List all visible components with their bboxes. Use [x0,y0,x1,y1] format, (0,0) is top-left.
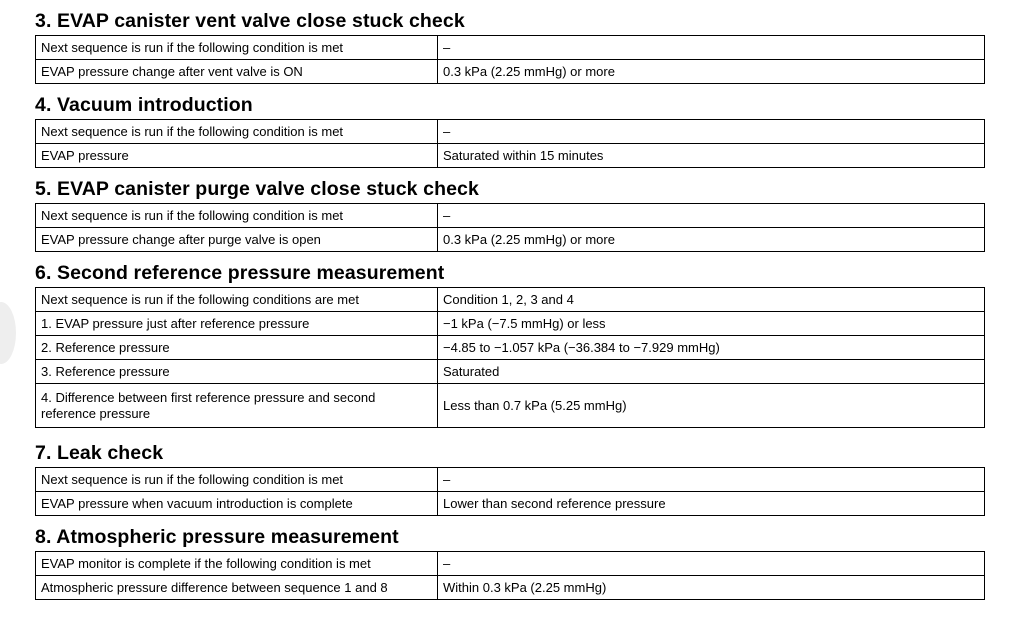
table-row [36,228,985,252]
condition-value: Lower than second reference pressure [438,492,985,516]
condition-value: Within 0.3 kPa (2.25 mmHg) [438,576,985,600]
condition-value: −4.85 to −1.057 kPa (−36.384 to −7.929 mmHg) [438,336,985,360]
condition-label: EVAP pressure change after purge valve is open [36,228,438,252]
table-row [36,552,985,576]
condition-value: Less than 0.7 kPa (5.25 mmHg) [438,384,985,428]
condition-table [35,203,985,252]
section-heading: 3. EVAP canister vent valve close stuck check [35,10,465,32]
condition-label: 3. Reference pressure [36,360,438,384]
condition-value: Saturated [438,360,985,384]
condition-label: EVAP pressure when vacuum introduction is complete [36,492,438,516]
table-row [36,36,985,60]
table-row [36,60,985,84]
section-heading: 8. Atmospheric pressure measurement [35,526,399,548]
condition-table [35,551,985,600]
condition-label: Next sequence is run if the following condition is met [36,204,438,228]
page-margin-mark [0,302,16,364]
section-purge-valve-check [35,175,985,252]
condition-value: Condition 1, 2, 3 and 4 [438,288,985,312]
section-second-reference-pressure [35,259,985,428]
condition-value: 0.3 kPa (2.25 mmHg) or more [438,60,985,84]
condition-label: 4. Difference between first reference pressure and second reference pressure [36,384,438,428]
table-row [36,360,985,384]
section-heading: 6. Second reference pressure measurement [35,262,445,284]
condition-value: −1 kPa (−7.5 mmHg) or less [438,312,985,336]
table-row [36,120,985,144]
condition-value: 0.3 kPa (2.25 mmHg) or more [438,228,985,252]
table-row [36,492,985,516]
table-row [36,468,985,492]
condition-label: 2. Reference pressure [36,336,438,360]
condition-value: – [438,204,985,228]
table-row [36,288,985,312]
section-atmospheric-pressure [35,523,985,600]
section-heading: 4. Vacuum introduction [35,94,253,116]
section-vent-valve-check [35,7,985,84]
section-heading: 7. Leak check [35,442,164,464]
condition-value: – [438,120,985,144]
condition-table [35,287,985,428]
condition-label: Next sequence is run if the following conditions are met [36,288,438,312]
condition-label: 1. EVAP pressure just after reference pressure [36,312,438,336]
condition-label: Next sequence is run if the following condition is met [36,36,438,60]
condition-label: EVAP monitor is complete if the following condition is met [36,552,438,576]
condition-label: EVAP pressure [36,144,438,168]
condition-label: Next sequence is run if the following condition is met [36,468,438,492]
condition-value: Saturated within 15 minutes [438,144,985,168]
section-heading: 5. EVAP canister purge valve close stuck check [35,178,479,200]
section-leak-check [35,439,985,516]
table-row [36,312,985,336]
table-row [36,144,985,168]
table-row [36,204,985,228]
section-vacuum-introduction [35,91,985,168]
condition-table [35,467,985,516]
condition-table [35,35,985,84]
condition-value: – [438,468,985,492]
condition-label: Next sequence is run if the following condition is met [36,120,438,144]
condition-label: EVAP pressure change after vent valve is ON [36,60,438,84]
condition-label: Atmospheric pressure difference between sequence 1 and 8 [36,576,438,600]
table-row [36,576,985,600]
condition-value: – [438,552,985,576]
table-row [36,336,985,360]
table-row [36,384,985,428]
condition-value: – [438,36,985,60]
condition-table [35,119,985,168]
